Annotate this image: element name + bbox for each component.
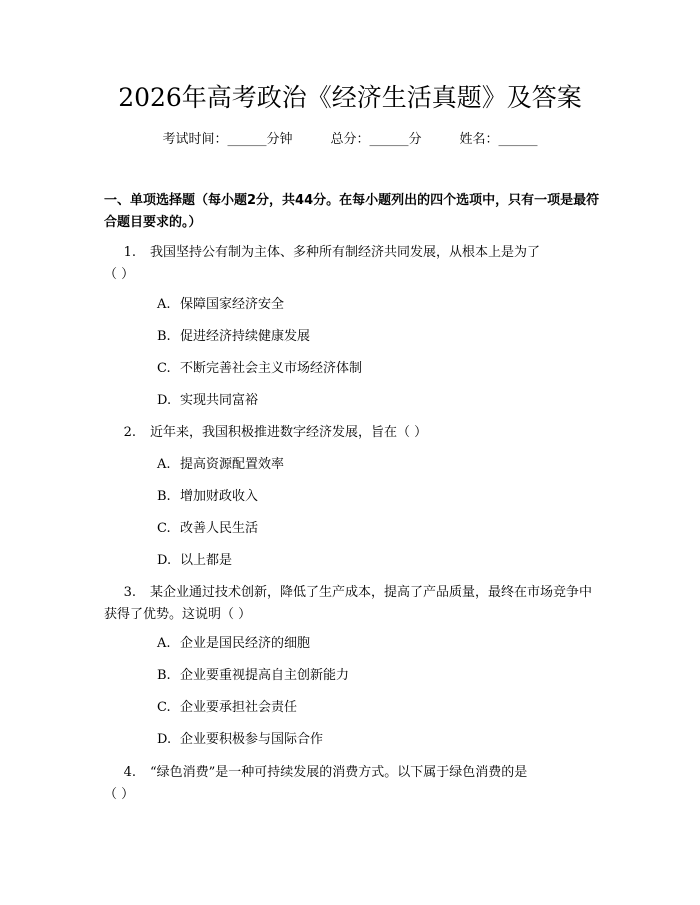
question-stem: 近年来，我国积极推进数字经济发展，旨在（ ） bbox=[150, 425, 428, 440]
option-2d: D. 以上都是 bbox=[157, 553, 233, 568]
question-number: 1. bbox=[123, 245, 136, 260]
option-3d: D. 企业要积极参与国际合作 bbox=[157, 732, 324, 747]
question-number: 4. bbox=[123, 765, 136, 780]
section-heading: 一、单项选择题（每小题2分，共44分。在每小题列出的四个选项中，只有一项是最符合题目要求的。） bbox=[104, 193, 600, 230]
option-3c: C. 企业要承担社会责任 bbox=[157, 700, 298, 715]
question-3 bbox=[104, 582, 604, 626]
question-stem: 某企业通过技术创新，降低了生产成本，提高了产品质量，最终在市场竞争中获得了优势。这说明（ ） bbox=[104, 585, 593, 622]
option-3b: B. 企业要重视提高自主创新能力 bbox=[157, 668, 350, 683]
question-1 bbox=[104, 242, 584, 286]
question-2 bbox=[104, 422, 584, 444]
exam-time-field: 考试时间：______分钟 bbox=[162, 132, 293, 147]
page-title: 2026年高考政治《经济生活真题》及答案 bbox=[118, 83, 582, 112]
exam-meta bbox=[0, 130, 700, 150]
question-stem: “绿色消费”是一种可持续发展的消费方式。以下属于绿色消费的是 bbox=[150, 765, 528, 780]
option-3a: A. 企业是国民经济的细胞 bbox=[157, 636, 311, 651]
option-1a: A. 保障国家经济安全 bbox=[157, 297, 285, 312]
total-score-field: 总分：______分 bbox=[330, 132, 422, 147]
student-name-field: 姓名：______ bbox=[459, 132, 538, 147]
question-4 bbox=[104, 762, 584, 806]
option-2c: C. 改善人民生活 bbox=[157, 521, 259, 536]
answer-paren: （ ） bbox=[104, 267, 135, 282]
option-1c: C. 不断完善社会主义市场经济体制 bbox=[157, 361, 363, 376]
answer-paren: （ ） bbox=[104, 787, 135, 802]
question-number: 2. bbox=[123, 425, 136, 440]
option-1d: D. 实现共同富裕 bbox=[157, 393, 259, 408]
question-stem: 我国坚持公有制为主体、多种所有制经济共同发展，从根本上是为了 bbox=[150, 245, 541, 260]
option-2b: B. 增加财政收入 bbox=[157, 489, 259, 504]
option-2a: A. 提高资源配置效率 bbox=[157, 457, 285, 472]
option-1b: B. 促进经济持续健康发展 bbox=[157, 329, 311, 344]
question-number: 3. bbox=[123, 585, 136, 600]
